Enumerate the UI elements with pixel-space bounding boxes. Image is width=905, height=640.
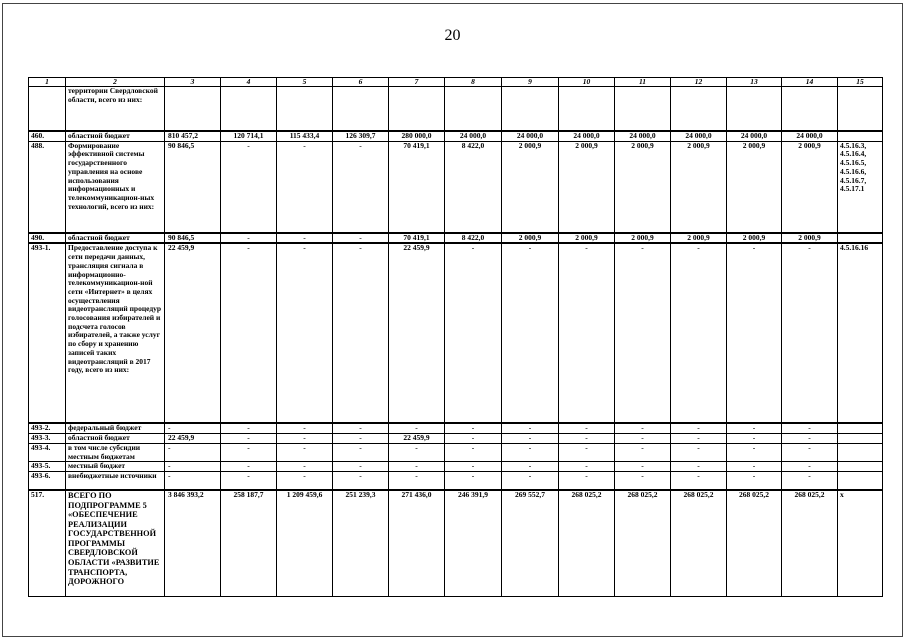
value-cell: - bbox=[389, 462, 445, 472]
row-name-cell: Формирование эффективной системы государственного управления на основе использования информационных и телекоммуникацион-ных технологий, всего из них: bbox=[66, 141, 165, 233]
value-cell: 2 000,9 bbox=[671, 233, 727, 244]
value-cell: - bbox=[502, 423, 559, 433]
value-cell: - bbox=[333, 423, 389, 433]
page-border-bottom bbox=[2, 636, 903, 637]
header-cell: 12 bbox=[671, 78, 727, 87]
value-cell: - bbox=[559, 423, 615, 433]
value-cell bbox=[277, 87, 333, 132]
value-cell bbox=[559, 87, 615, 132]
table-row bbox=[29, 490, 883, 597]
value-cell: 2 000,9 bbox=[615, 233, 671, 244]
value-cell: - bbox=[615, 471, 671, 490]
value-cell: - bbox=[727, 471, 782, 490]
value-cell: - bbox=[782, 471, 838, 490]
row-number-cell: 493-4. bbox=[29, 443, 66, 461]
row-name-cell: федеральный бюджет bbox=[66, 423, 165, 433]
value-cell: - bbox=[333, 243, 389, 423]
value-cell: - bbox=[277, 141, 333, 233]
code-cell: 4.5.16.3, 4.5.16.4, 4.5.16.5, 4.5.16.6, 4.5.16.7, 4.5.17.1 bbox=[838, 141, 883, 233]
value-cell bbox=[615, 87, 671, 132]
value-cell: - bbox=[559, 434, 615, 444]
value-cell: - bbox=[277, 434, 333, 444]
table-row bbox=[29, 471, 883, 490]
value-cell: 70 419,1 bbox=[389, 233, 445, 244]
value-cell: 2 000,9 bbox=[782, 233, 838, 244]
value-cell: - bbox=[445, 423, 502, 433]
value-cell: - bbox=[333, 141, 389, 233]
value-cell: - bbox=[165, 462, 221, 472]
header-cell: 6 bbox=[333, 78, 389, 87]
value-cell bbox=[502, 87, 559, 132]
row-name-cell: областной бюджет bbox=[66, 233, 165, 244]
row-name-cell: ВСЕГО ПО ПОДПРОГРАММЕ 5 «ОБЕСПЕЧЕНИЕ РЕАЛИЗАЦИИ ГОСУДАРСТВЕННОЙ ПРОГРАММЫ СВЕРДЛОВСКОЙ ОБЛАСТИ «РАЗВИТИЕ ТРАНСПОРТА, ДОРОЖНОГО bbox=[66, 490, 165, 597]
table-row bbox=[29, 131, 883, 141]
value-cell: - bbox=[165, 471, 221, 490]
value-cell: 2 000,9 bbox=[559, 233, 615, 244]
code-cell bbox=[838, 233, 883, 244]
value-cell: - bbox=[559, 443, 615, 461]
value-cell: 271 436,0 bbox=[389, 490, 445, 597]
value-cell: - bbox=[333, 443, 389, 461]
value-cell: 268 025,2 bbox=[615, 490, 671, 597]
header-cell: 5 bbox=[277, 78, 333, 87]
value-cell: 22 459,9 bbox=[389, 243, 445, 423]
value-cell: - bbox=[559, 462, 615, 472]
row-name-cell: местный бюджет bbox=[66, 462, 165, 472]
value-cell: - bbox=[782, 443, 838, 461]
header-cell: 8 bbox=[445, 78, 502, 87]
table-row bbox=[29, 233, 883, 244]
value-cell: 22 459,9 bbox=[165, 434, 221, 444]
value-cell: - bbox=[277, 423, 333, 433]
table-row bbox=[29, 243, 883, 423]
row-number-cell: 517. bbox=[29, 490, 66, 597]
value-cell: 268 025,2 bbox=[559, 490, 615, 597]
code-cell bbox=[838, 471, 883, 490]
value-cell: 2 000,9 bbox=[559, 141, 615, 233]
value-cell bbox=[221, 87, 277, 132]
table-row bbox=[29, 141, 883, 233]
value-cell: 268 025,2 bbox=[671, 490, 727, 597]
value-cell: 269 552,7 bbox=[502, 490, 559, 597]
table-row bbox=[29, 87, 883, 132]
value-cell: - bbox=[221, 233, 277, 244]
value-cell bbox=[445, 87, 502, 132]
value-cell: 268 025,2 bbox=[782, 490, 838, 597]
row-number-cell: 493-6. bbox=[29, 471, 66, 490]
value-cell: - bbox=[615, 243, 671, 423]
table-row bbox=[29, 434, 883, 444]
value-cell: - bbox=[165, 423, 221, 433]
value-cell: - bbox=[221, 471, 277, 490]
header-cell: 13 bbox=[727, 78, 782, 87]
code-cell bbox=[838, 462, 883, 472]
value-cell: 70 419,1 bbox=[389, 141, 445, 233]
code-cell bbox=[838, 434, 883, 444]
value-cell: 90 846,5 bbox=[165, 233, 221, 244]
value-cell: 115 433,4 bbox=[277, 131, 333, 141]
page-number: 20 bbox=[444, 27, 461, 44]
value-cell: - bbox=[782, 462, 838, 472]
value-cell: - bbox=[333, 434, 389, 444]
value-cell: - bbox=[445, 471, 502, 490]
value-cell: 258 187,7 bbox=[221, 490, 277, 597]
value-cell: - bbox=[671, 471, 727, 490]
value-cell bbox=[165, 87, 221, 132]
row-name-cell: Предоставление доступа к сети передачи данных, трансляция сигнала в информационно-телекоммуникацион-ной сети «Интернет» в целях осуществления видеотрансляций процедур голосования избирателей и подсчета голосов избирателей, а также услуг по сбору и хранению записей таких видеотрансляций в 2017 году, всего из них: bbox=[66, 243, 165, 423]
value-cell bbox=[671, 87, 727, 132]
header-cell: 7 bbox=[389, 78, 445, 87]
value-cell bbox=[782, 87, 838, 132]
value-cell: - bbox=[615, 434, 671, 444]
row-number-cell: 493-3. bbox=[29, 434, 66, 444]
value-cell: 246 391,9 bbox=[445, 490, 502, 597]
row-name-cell: внебюджетные источники bbox=[66, 471, 165, 490]
value-cell: 90 846,5 bbox=[165, 141, 221, 233]
code-cell bbox=[838, 87, 883, 132]
value-cell: 24 000,0 bbox=[559, 131, 615, 141]
value-cell: - bbox=[333, 471, 389, 490]
value-cell: - bbox=[221, 423, 277, 433]
code-cell: x bbox=[838, 490, 883, 597]
header-cell: 4 bbox=[221, 78, 277, 87]
value-cell: 24 000,0 bbox=[727, 131, 782, 141]
value-cell: 2 000,9 bbox=[782, 141, 838, 233]
value-cell: - bbox=[615, 443, 671, 461]
value-cell: - bbox=[782, 434, 838, 444]
row-number-cell: 493-2. bbox=[29, 423, 66, 433]
table-header-row bbox=[29, 78, 883, 87]
value-cell: - bbox=[277, 443, 333, 461]
value-cell: 24 000,0 bbox=[615, 131, 671, 141]
value-cell: 2 000,9 bbox=[671, 141, 727, 233]
value-cell: 24 000,0 bbox=[502, 131, 559, 141]
table-body bbox=[29, 78, 883, 597]
value-cell: - bbox=[559, 243, 615, 423]
value-cell: - bbox=[221, 434, 277, 444]
header-cell: 3 bbox=[165, 78, 221, 87]
code-cell bbox=[838, 131, 883, 141]
table-row bbox=[29, 443, 883, 461]
value-cell: - bbox=[502, 434, 559, 444]
value-cell: - bbox=[445, 243, 502, 423]
value-cell: - bbox=[671, 443, 727, 461]
value-cell: 24 000,0 bbox=[445, 131, 502, 141]
row-number-cell: 493-1. bbox=[29, 243, 66, 423]
row-number-cell bbox=[29, 87, 66, 132]
header-cell: 11 bbox=[615, 78, 671, 87]
value-cell: - bbox=[221, 443, 277, 461]
value-cell: - bbox=[445, 462, 502, 472]
value-cell: 8 422,0 bbox=[445, 233, 502, 244]
value-cell: 3 846 393,2 bbox=[165, 490, 221, 597]
value-cell: 810 457,2 bbox=[165, 131, 221, 141]
value-cell: 268 025,2 bbox=[727, 490, 782, 597]
value-cell: - bbox=[727, 462, 782, 472]
value-cell: 8 422,0 bbox=[445, 141, 502, 233]
row-name-cell: областной бюджет bbox=[66, 131, 165, 141]
value-cell: - bbox=[333, 233, 389, 244]
value-cell: - bbox=[727, 443, 782, 461]
value-cell: 2 000,9 bbox=[502, 233, 559, 244]
value-cell: 2 000,9 bbox=[727, 233, 782, 244]
value-cell bbox=[727, 87, 782, 132]
budget-table bbox=[28, 77, 883, 597]
value-cell: - bbox=[445, 443, 502, 461]
code-cell bbox=[838, 423, 883, 433]
header-cell: 15 bbox=[838, 78, 883, 87]
value-cell: - bbox=[277, 233, 333, 244]
value-cell: 120 714,1 bbox=[221, 131, 277, 141]
value-cell: - bbox=[782, 243, 838, 423]
value-cell: - bbox=[389, 471, 445, 490]
code-cell bbox=[838, 443, 883, 461]
value-cell: - bbox=[389, 443, 445, 461]
value-cell: - bbox=[221, 141, 277, 233]
page-border-top bbox=[2, 3, 903, 4]
value-cell: - bbox=[502, 243, 559, 423]
value-cell: 2 000,9 bbox=[502, 141, 559, 233]
code-cell: 4.5.16.16 bbox=[838, 243, 883, 423]
value-cell: - bbox=[445, 434, 502, 444]
value-cell: 2 000,9 bbox=[615, 141, 671, 233]
value-cell: - bbox=[502, 471, 559, 490]
row-name-cell: в том числе субсидии местным бюджетам bbox=[66, 443, 165, 461]
value-cell: - bbox=[671, 243, 727, 423]
value-cell: - bbox=[277, 462, 333, 472]
value-cell: - bbox=[165, 443, 221, 461]
row-number-cell: 493-5. bbox=[29, 462, 66, 472]
value-cell bbox=[389, 87, 445, 132]
header-cell: 10 bbox=[559, 78, 615, 87]
value-cell: - bbox=[727, 423, 782, 433]
header-cell: 14 bbox=[782, 78, 838, 87]
header-cell: 2 bbox=[66, 78, 165, 87]
value-cell: 251 239,3 bbox=[333, 490, 389, 597]
row-name-cell: областной бюджет bbox=[66, 434, 165, 444]
value-cell: 2 000,9 bbox=[727, 141, 782, 233]
value-cell: - bbox=[221, 462, 277, 472]
value-cell: 1 209 459,6 bbox=[277, 490, 333, 597]
header-cell: 9 bbox=[502, 78, 559, 87]
row-number-cell: 460. bbox=[29, 131, 66, 141]
value-cell: 22 459,9 bbox=[389, 434, 445, 444]
page-border-right bbox=[902, 3, 903, 637]
value-cell: 22 459,9 bbox=[165, 243, 221, 423]
value-cell: - bbox=[221, 243, 277, 423]
page-border-left bbox=[2, 3, 3, 637]
value-cell: 24 000,0 bbox=[671, 131, 727, 141]
value-cell: - bbox=[671, 423, 727, 433]
value-cell bbox=[333, 87, 389, 132]
value-cell: - bbox=[502, 462, 559, 472]
row-number-cell: 488. bbox=[29, 141, 66, 233]
value-cell: - bbox=[615, 423, 671, 433]
table-row bbox=[29, 423, 883, 433]
value-cell: 126 309,7 bbox=[333, 131, 389, 141]
value-cell: - bbox=[333, 462, 389, 472]
value-cell: - bbox=[727, 243, 782, 423]
value-cell: - bbox=[782, 423, 838, 433]
row-number-cell: 490. bbox=[29, 233, 66, 244]
value-cell: 280 000,0 bbox=[389, 131, 445, 141]
header-cell: 1 bbox=[29, 78, 66, 87]
value-cell: - bbox=[502, 443, 559, 461]
value-cell: - bbox=[615, 462, 671, 472]
row-name-cell: территории Свердловской области, всего из них: bbox=[66, 87, 165, 132]
value-cell: - bbox=[277, 471, 333, 490]
value-cell: - bbox=[671, 462, 727, 472]
value-cell: 24 000,0 bbox=[782, 131, 838, 141]
value-cell: - bbox=[277, 243, 333, 423]
value-cell: - bbox=[389, 423, 445, 433]
value-cell: - bbox=[671, 434, 727, 444]
value-cell: - bbox=[727, 434, 782, 444]
table-row bbox=[29, 462, 883, 472]
value-cell: - bbox=[559, 471, 615, 490]
